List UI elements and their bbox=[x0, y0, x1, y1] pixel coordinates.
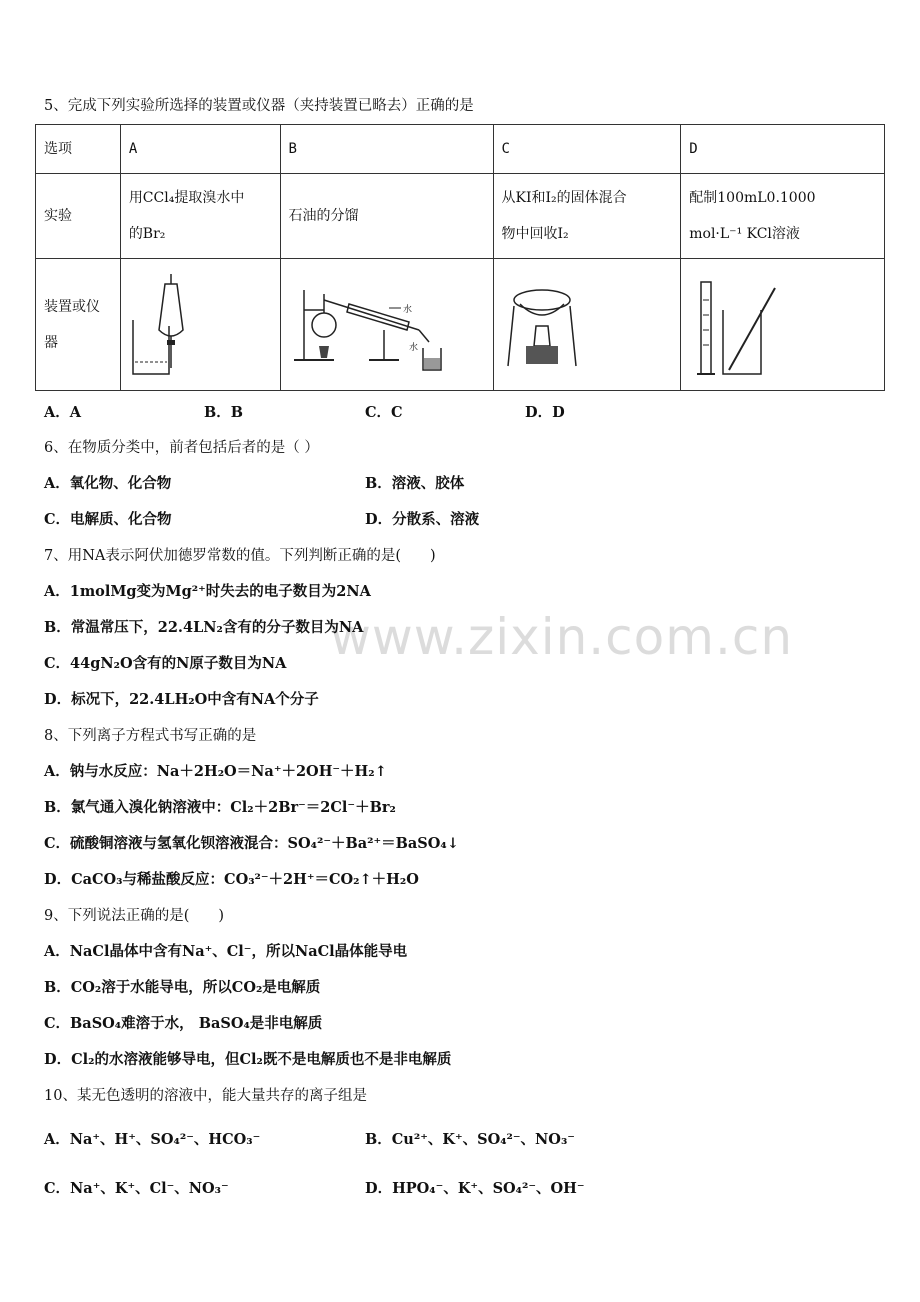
q10-stem: 10、某无色透明的溶液中，能大量共存的离子组是 bbox=[44, 1088, 367, 1104]
q5-option-a[interactable]: A．A bbox=[44, 404, 82, 421]
q9-option-d[interactable]: D．Cl₂的水溶液能够导电，但Cl₂既不是电解质也不是非电解质 bbox=[44, 1051, 452, 1068]
apparatus-a bbox=[120, 259, 280, 391]
experiment-d bbox=[681, 174, 885, 259]
experiment-a-line2: 的Br₂ bbox=[128, 226, 166, 242]
q7-option-d[interactable]: D．标况下，22.4LH₂O中含有NA个分子 bbox=[44, 691, 319, 708]
separatory-funnel-icon bbox=[129, 270, 189, 380]
header-a: A bbox=[120, 125, 280, 174]
q9-stem: 9、下列说法正确的是( ) bbox=[44, 908, 225, 924]
header-d: D bbox=[681, 125, 885, 174]
row-label-experiment: 实验 bbox=[36, 174, 121, 259]
q10-option-b[interactable]: B．Cu²⁺、K⁺、SO₄²⁻、NO₃⁻ bbox=[365, 1131, 575, 1148]
experiment-d-line2: mol·L⁻¹ KCl溶液 bbox=[689, 226, 800, 242]
q10-option-a[interactable]: A．Na⁺、H⁺、SO₄²⁻、HCO₃⁻ bbox=[44, 1131, 261, 1148]
q7-option-c[interactable]: C．44gN₂O含有的N原子数目为NA bbox=[44, 655, 287, 672]
q5-option-b[interactable]: B．B bbox=[204, 404, 244, 421]
header-c: C bbox=[493, 125, 681, 174]
distillation-apparatus-icon bbox=[289, 270, 484, 380]
experiment-c-line1: 从KI和I₂的固体混合 bbox=[501, 190, 627, 206]
water-inlet-label: 水 bbox=[408, 342, 418, 353]
q8-option-a[interactable]: A．钠与水反应：Na＋2H₂O＝Na⁺＋2OH⁻＋H₂↑ bbox=[44, 763, 387, 780]
table-apparatus-row bbox=[36, 259, 885, 391]
watermark: www.zixin.com.cn bbox=[330, 608, 794, 666]
water-outlet-label: 水 bbox=[402, 304, 412, 315]
row-label-apparatus-line2: 器 bbox=[44, 334, 58, 351]
header-option: 选项 bbox=[36, 125, 121, 174]
experiment-a-line1: 用CCl₄提取溴水中 bbox=[128, 190, 245, 206]
q7-option-b[interactable]: B．常温常压下，22.4LN₂含有的分子数目为NA bbox=[44, 619, 364, 636]
q6-option-a[interactable]: A．氧化物、化合物 bbox=[44, 475, 172, 492]
q5-option-d[interactable]: D．D bbox=[525, 404, 565, 421]
q7-stem: 7、用NA表示阿伏加德罗常数的值。下列判断正确的是( ) bbox=[44, 548, 436, 564]
sublimation-apparatus-icon bbox=[502, 270, 592, 380]
q8-option-d[interactable]: D．CaCO₃与稀盐酸反应：CO₃²⁻＋2H⁺＝CO₂↑＋H₂O bbox=[44, 871, 419, 888]
q5-option-c[interactable]: C．C bbox=[365, 404, 403, 421]
q8-option-b[interactable]: B．氯气通入溴化钠溶液中：Cl₂＋2Br⁻＝2Cl⁻＋Br₂ bbox=[44, 799, 396, 816]
apparatus-d bbox=[681, 259, 885, 391]
q5-table bbox=[35, 124, 885, 391]
q10-option-c[interactable]: C．Na⁺、K⁺、Cl⁻、NO₃⁻ bbox=[44, 1180, 229, 1197]
row-label-apparatus bbox=[36, 259, 121, 391]
q10-option-d[interactable]: D．HPO₄⁻、K⁺、SO₄²⁻、OH⁻ bbox=[365, 1180, 585, 1197]
q6-option-d[interactable]: D．分散系、溶液 bbox=[365, 511, 480, 528]
apparatus-c bbox=[493, 259, 681, 391]
header-b: B bbox=[280, 125, 493, 174]
apparatus-b bbox=[280, 259, 493, 391]
q8-option-c[interactable]: C．硫酸铜溶液与氢氧化钡溶液混合：SO₄²⁻＋Ba²⁺＝BaSO₄↓ bbox=[44, 835, 459, 852]
q9-option-c[interactable]: C．BaSO₄难溶于水， BaSO₄是非电解质 bbox=[44, 1015, 323, 1032]
experiment-a bbox=[120, 174, 280, 259]
q6-option-b[interactable]: B．溶液、胶体 bbox=[365, 475, 465, 492]
experiment-c bbox=[493, 174, 681, 259]
experiment-b: 石油的分馏 bbox=[280, 174, 493, 259]
q9-option-b[interactable]: B．CO₂溶于水能导电，所以CO₂是电解质 bbox=[44, 979, 321, 996]
q8-stem: 8、下列离子方程式书写正确的是 bbox=[44, 728, 257, 744]
q5-stem: 5、完成下列实验所选择的装置或仪器（夹持装置已略去）正确的是 bbox=[44, 98, 474, 114]
experiment-c-line2: 物中回收I₂ bbox=[501, 226, 569, 242]
q6-stem: 6、在物质分类中，前者包括后者的是（ ） bbox=[44, 440, 319, 456]
graduated-cylinder-beaker-icon bbox=[689, 270, 789, 380]
table-header-row bbox=[36, 125, 885, 174]
q9-option-a[interactable]: A．NaCl晶体中含有Na⁺、Cl⁻，所以NaCl晶体能导电 bbox=[44, 943, 408, 960]
row-label-apparatus-line1: 装置或仪 bbox=[44, 298, 100, 315]
q7-option-a[interactable]: A．1molMg变为Mg²⁺时失去的电子数目为2NA bbox=[44, 583, 371, 600]
q6-option-c[interactable]: C．电解质、化合物 bbox=[44, 511, 172, 528]
experiment-d-line1: 配制100mL0.1000 bbox=[689, 190, 816, 206]
table-experiment-row bbox=[36, 174, 885, 259]
